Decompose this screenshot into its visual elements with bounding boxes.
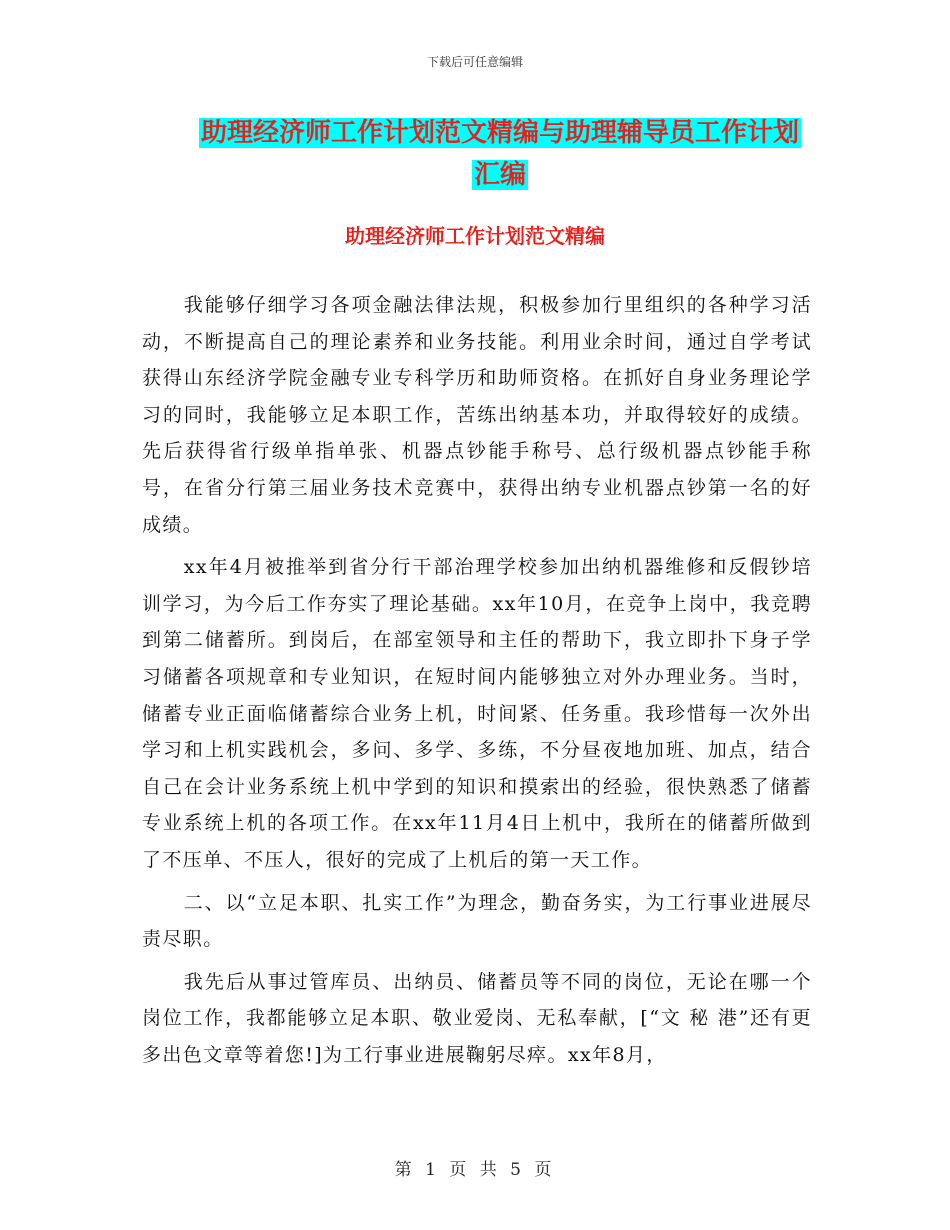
- section-title: 助理经济师工作计划范文精编: [345, 224, 605, 248]
- document-title: [150, 112, 850, 196]
- document-title-line-1: 助理经济师工作计划范文精编与助理辅导员工作计划: [200, 118, 799, 148]
- paragraph-2: xx年4月被推举到省分行干部治理学校参加出纳机器维修和反假钞培训学习，为今后工作夯实了理论基础。xx年10月，在竞争上岗中，我竞聘到第二储蓄所。到岗后，在部室领导和主任的帮助下，我立即扑下身子学习储蓄各项规章和专业知识，在短时间内能够独立对外办理业务。当时，储蓄专业正面临储蓄综合业务上机，时间紧、任务重。我珍惜每一次外出学习和上机实践机会，多问、多学、多练，不分昼夜地加班、加点，结合自己在会计业务系统上机中学到的知识和摸索出的经验，很快熟悉了储蓄专业系统上机的各项工作。在xx年11月4日上机中，我所在的储蓄所做到了不压单、不压人，很好的完成了上机后的第一天工作。: [142, 556, 812, 871]
- page-footer: 第 1 页 共 5 页: [394, 1160, 556, 1180]
- header-note: 下载后可任意编辑: [426, 55, 523, 69]
- document-title-line-2: 汇编: [473, 160, 526, 190]
- paragraph-1: 我能够仔细学习各项金融法律法规，积极参加行里组织的各种学习活动，不断提高自己的理论素养和业务技能。利用业余时间，通过自学考试获得山东经济学院金融专业专科学历和助师资格。在抓好自身业务理论学习的同时，我能够立足本职工作，苦练出纳基本功，并取得较好的成绩。先后获得省行级单指单张、机器点钞能手称号、总行级机器点钞能手称号，在省分行第三届业务技术竞赛中，获得出纳专业机器点钞第一名的好成绩。: [142, 294, 812, 536]
- paragraph-4: 我先后从事过管库员、出纳员、储蓄员等不同的岗位，无论在哪一个岗位工作，我都能够立足本职、敬业爱岗、无私奉献，[“文 秘 港”还有更多出色文章等着您!]为工行事业进展鞠躬尽瘁。xx年8月，: [142, 970, 812, 1066]
- paragraph-3: 二、以“立足本职、扎实工作”为理念，勤奋务实，为工行事业进展尽责尽职。: [142, 891, 812, 951]
- body-text: [142, 287, 812, 1079]
